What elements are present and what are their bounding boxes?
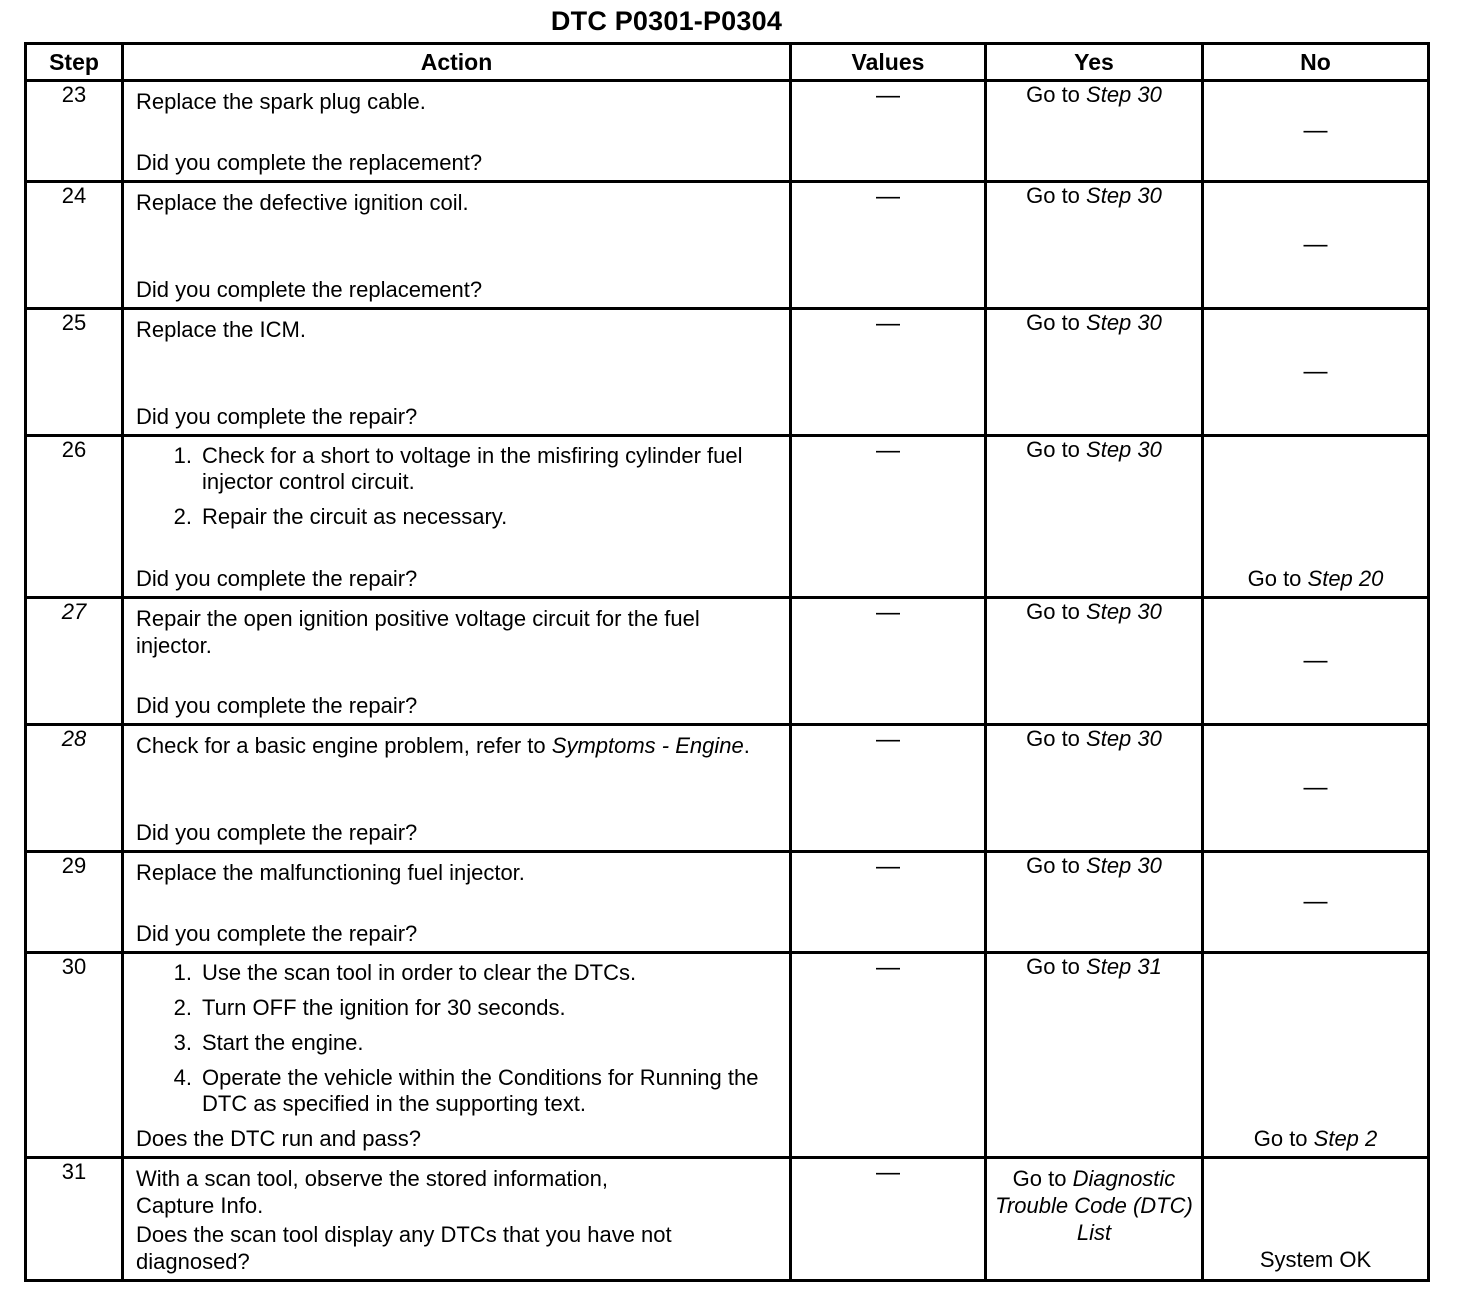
action-cell [123, 81, 791, 182]
action-text: Replace the spark plug cable. [136, 89, 426, 114]
yes-prefix: Go to [1026, 853, 1087, 878]
table-row [26, 852, 1429, 953]
values-cell: — [791, 852, 986, 953]
action-question: Did you complete the repair? [136, 693, 418, 718]
symptoms-link[interactable]: Symptoms - Engine [551, 733, 744, 758]
yes-link[interactable]: Step 30 [1086, 310, 1162, 335]
list-item: 2. Turn OFF the ignition for 30 seconds. [173, 995, 566, 1020]
values-cell: — [791, 81, 986, 182]
action-cell [123, 725, 791, 852]
yes-link[interactable]: Step 30 [1086, 183, 1162, 208]
yes-prefix: Go to [1026, 310, 1087, 335]
yes-cell [986, 81, 1203, 182]
yes-cell [986, 182, 1203, 309]
yes-prefix: Go to [1026, 183, 1087, 208]
values-cell: — [791, 953, 986, 1158]
action-text: Check for a basic engine problem, refer to Symptoms - Engine. [136, 733, 750, 758]
table-row [26, 598, 1429, 725]
action-text: Replace the ICM. [136, 317, 306, 342]
step-number: 26 [26, 436, 123, 598]
values-cell: — [791, 1158, 986, 1281]
no-cell [1203, 953, 1429, 1158]
no-prefix: Go to [1247, 566, 1308, 591]
yes-cell [986, 598, 1203, 725]
action-text: Replace the malfunctioning fuel injector. [136, 860, 525, 885]
yes-prefix: Go to [1026, 954, 1087, 979]
no-prefix: Go to [1253, 1126, 1314, 1151]
yes-cell [986, 852, 1203, 953]
table-row [26, 725, 1429, 852]
action-text: With a scan tool, observe the stored information, Capture Info. [136, 1166, 609, 1218]
table-row [26, 182, 1429, 309]
no-cell: — [1203, 598, 1429, 725]
action-cell [123, 598, 791, 725]
table-row [26, 1158, 1429, 1281]
values-cell: — [791, 309, 986, 436]
action-question: Did you complete the repair? [136, 566, 418, 591]
action-question: Did you complete the repair? [136, 820, 418, 845]
action-cell [123, 182, 791, 309]
action-cell [123, 953, 791, 1158]
list-item: 1. Use the scan tool in order to clear the DTCs. [173, 960, 637, 985]
action-text: Replace the defective ignition coil. [136, 190, 469, 215]
yes-link[interactable]: Step 30 [1086, 82, 1162, 107]
values-cell: — [791, 725, 986, 852]
values-cell: — [791, 182, 986, 309]
table-row [26, 81, 1429, 182]
table-row [26, 436, 1429, 598]
no-cell: — [1203, 309, 1429, 436]
yes-link[interactable]: Step 30 [1086, 853, 1162, 878]
header-step: Step [26, 44, 123, 81]
action-steps [136, 960, 777, 1117]
page-title: DTC P0301-P0304 [550, 6, 783, 36]
yes-prefix: Go to [1026, 726, 1087, 751]
action-cell [123, 1158, 791, 1281]
list-item: 2. Repair the circuit as necessary. [173, 504, 508, 529]
header-yes: Yes [986, 44, 1203, 81]
action-cell [123, 852, 791, 953]
list-item: 4. Operate the vehicle within the Conditions for Running the DTC as specified in the supporting text. [173, 1065, 759, 1116]
yes-cell [986, 436, 1203, 598]
values-cell: — [791, 598, 986, 725]
action-text: Repair the open ignition positive voltage circuit for the fuel injector. [136, 606, 700, 658]
no-cell: — [1203, 182, 1429, 309]
step-number: 24 [26, 182, 123, 309]
yes-link[interactable]: Step 30 [1086, 437, 1162, 462]
no-link[interactable]: Step 2 [1313, 1126, 1378, 1151]
action-question: Did you complete the repair? [136, 921, 418, 946]
yes-cell [986, 725, 1203, 852]
step-number: 25 [26, 309, 123, 436]
no-cell [1203, 436, 1429, 598]
no-link[interactable]: Step 20 [1307, 566, 1384, 591]
yes-prefix: Go to [1026, 82, 1087, 107]
yes-cell [986, 953, 1203, 1158]
action-cell [123, 309, 791, 436]
list-item: 3. Start the engine. [173, 1030, 364, 1055]
action-question: Does the DTC run and pass? [136, 1126, 421, 1151]
yes-link[interactable]: Step 30 [1086, 726, 1162, 751]
step-number: 28 [26, 725, 123, 852]
values-cell: — [791, 436, 986, 598]
header-row [26, 44, 1429, 81]
yes-cell [986, 309, 1203, 436]
no-cell: — [1203, 725, 1429, 852]
step-number: 31 [26, 1158, 123, 1281]
table-row [26, 953, 1429, 1158]
step-number: 23 [26, 81, 123, 182]
action-question: Did you complete the replacement? [136, 150, 483, 175]
action-question: Did you complete the repair? [136, 404, 418, 429]
step-number: 27 [26, 598, 123, 725]
no-cell: System OK [1203, 1158, 1429, 1281]
header-no: No [1203, 44, 1429, 81]
header-action: Action [123, 44, 791, 81]
action-steps [136, 443, 777, 539]
action-question: Does the scan tool display any DTCs that you have not diagnosed? [136, 1222, 672, 1274]
no-cell: — [1203, 81, 1429, 182]
header-values: Values [791, 44, 986, 81]
yes-link[interactable]: Step 30 [1086, 599, 1162, 624]
yes-link[interactable]: Diagnostic Trouble Code (DTC) List [995, 1166, 1193, 1245]
list-item: 1. Check for a short to voltage in the misfiring cylinder fuel injector control circuit. [173, 443, 743, 494]
action-question: Did you complete the replacement? [136, 277, 483, 302]
yes-link[interactable]: Step 31 [1086, 954, 1162, 979]
table-row [26, 309, 1429, 436]
action-cell [123, 436, 791, 598]
yes-prefix: Go to [1026, 599, 1087, 624]
diagnostic-table [24, 42, 1430, 1282]
step-number: 29 [26, 852, 123, 953]
yes-cell [986, 1158, 1203, 1281]
no-cell: — [1203, 852, 1429, 953]
yes-prefix: Go to [1012, 1166, 1073, 1191]
yes-prefix: Go to [1026, 437, 1087, 462]
step-number: 30 [26, 953, 123, 1158]
